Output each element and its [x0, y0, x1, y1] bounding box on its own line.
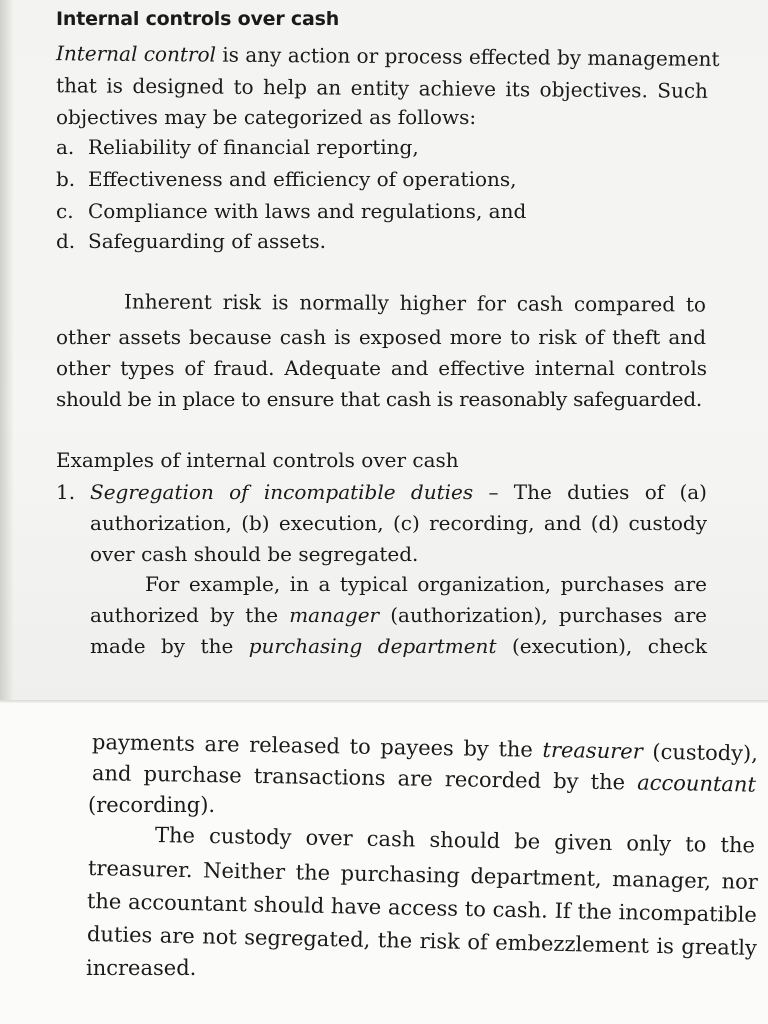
objective-c: [56, 199, 526, 223]
continuation-line-3: (recording).: [88, 793, 216, 817]
section-heading: Internal controls over cash: [56, 8, 340, 30]
custody-line-2: treasurer. Neither the purchasing department, manager, nor: [87, 856, 759, 895]
intro-line-2: that is designed to help an entity achieve its objectives. Such: [55, 73, 709, 103]
continuation-line-2-a: and purchase transactions are recorded by the: [91, 761, 638, 795]
example-para-line-2: [90, 603, 707, 627]
term-internal-control: Internal control: [55, 41, 217, 67]
custody-line-3: the accountant should have access to cash. If the incompatible: [86, 889, 758, 928]
objective-d-marker: d.: [56, 229, 76, 253]
objective-a-marker: a.: [56, 135, 75, 159]
example-para-line-3-a: made by the: [90, 634, 249, 658]
objective-c-marker: c.: [56, 199, 74, 223]
objective-b-text: Effectiveness and efficiency of operations,: [88, 167, 517, 191]
term-accountant: accountant: [637, 770, 757, 797]
objective-b: [56, 167, 517, 191]
page-bottom-scan: [0, 703, 768, 1024]
continuation-line-1-a: payments are released to payees by the: [91, 730, 543, 762]
example-1-number: 1.: [56, 480, 76, 504]
example-para-line-2-a: authorized by the: [90, 603, 290, 627]
examples-heading: Examples of internal controls over cash: [56, 448, 459, 472]
continuation-line-2: [92, 761, 756, 797]
example-1-line-1: [56, 480, 707, 504]
term-manager: manager: [289, 603, 380, 627]
objective-a-text: Reliability of financial reporting,: [88, 135, 419, 159]
term-purchasing-department: purchasing department: [248, 634, 497, 658]
risk-line-1: Inherent risk is normally higher for cash compared to: [123, 289, 707, 317]
example-para-line-3-c: (execution), check: [496, 634, 707, 658]
objective-d: [56, 229, 326, 253]
custody-line-4: duties are not segregated, the risk of embezzlement is greatly: [86, 922, 758, 961]
risk-line-2: other assets because cash is exposed more to risk of theft and: [56, 325, 706, 349]
example-para-line-3: [90, 634, 707, 658]
intro-line-1: [55, 41, 720, 71]
intro-line-1-rest: is any action or process effected by management: [215, 42, 720, 71]
example-1-line-3: over cash should be segregated.: [90, 542, 419, 566]
risk-line-3: other types of fraud. Adequate and effective internal controls: [56, 356, 707, 380]
term-treasurer: treasurer: [542, 737, 643, 764]
continuation-line-1-c: (custody),: [642, 739, 759, 766]
example-para-line-1: For example, in a typical organization, purchases are: [145, 572, 707, 596]
example-para-line-2-c: (authorization), purchases are: [379, 603, 707, 627]
objective-d-text: Safeguarding of assets.: [88, 229, 327, 253]
example-1-dash-rest: – The duties of (a): [473, 480, 707, 504]
objective-a: [56, 135, 419, 159]
continuation-line-1: [92, 730, 758, 766]
intro-line-3: objectives may be categorized as follows:: [56, 105, 477, 129]
objective-b-marker: b.: [56, 167, 76, 191]
example-1-line-2: authorization, (b) execution, (c) recording, and (d) custody: [90, 511, 707, 535]
term-segregation: Segregation of incompatible duties: [90, 480, 474, 504]
custody-line-1: The custody over cash should be given only to the: [154, 823, 756, 858]
risk-line-4: should be in place to ensure that cash is reasonably safeguarded.: [56, 387, 702, 411]
custody-line-5: increased.: [86, 956, 197, 980]
objective-c-text: Compliance with laws and regulations, and: [88, 199, 527, 223]
